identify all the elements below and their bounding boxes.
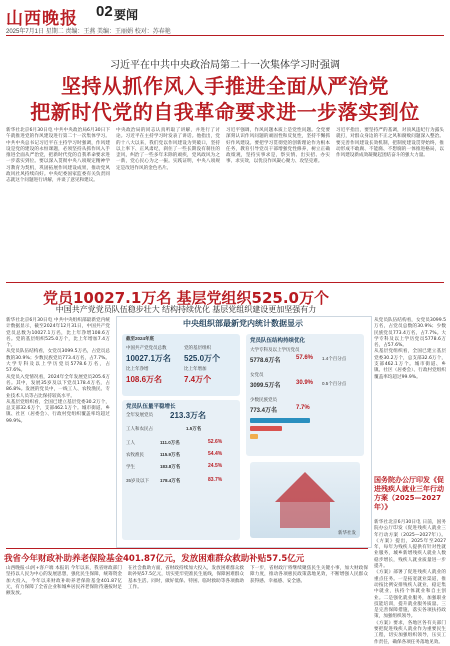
edu-pct: 57.6% <box>296 355 314 361</box>
edu-label: 大学专科及以上学历党员 <box>250 347 300 352</box>
lead-kicker: 习近平在中共中央政治局第二十一次集体学习时强调 <box>110 60 340 71</box>
story3-headline: 我省今年财政补助养老保险基金401.87亿元，发放困难群众救助补贴57.5亿元 <box>4 554 305 564</box>
dateline: 2025年7月1日 星期二 责编：王燕 美编：王丽娟 校对：苏春艳 <box>6 29 171 35</box>
members-inc-label: 比上年净增 <box>126 366 149 371</box>
minority-value: 773.4万名 <box>250 408 278 414</box>
women-pct: 30.9% <box>296 380 314 386</box>
lead-headline-line1: 坚持从抓作风入手推进全面从严治党 <box>61 74 389 98</box>
workers-label: 工人和农民占 <box>126 426 153 431</box>
illustration <box>250 462 360 538</box>
new-members-value: 213.3万名 <box>170 411 207 420</box>
org-value: 525.0万个 <box>184 354 221 363</box>
infographic-title: 中央组织部最新党内统计数据显示 <box>183 319 303 328</box>
org-inc-label: 比上年增加 <box>184 366 207 371</box>
women-value: 3099.5万名 <box>250 383 281 389</box>
story2-column-right: 从党员队伍结构看，女党员3099.5万名，占党员总数的30.9%；少数民族党员773.4万名，占7.7%。大学专科及以上学历党员5778.6万名，占57.6%。 从基层党组织看，全国已建立基层党委30.2万个，总支部32.6万个，支部462.1万个。城市街道、乡镇、社区（居委会）、行政村党组织覆盖率均超过99.9%。 <box>374 318 446 380</box>
s2-pct: 54.4% <box>208 451 223 457</box>
minority-bar <box>250 434 258 439</box>
section-divider <box>6 282 444 283</box>
infographic-credit: 新华社发 <box>338 530 356 535</box>
members-label: 中国共产党党员总数 <box>126 345 167 350</box>
side-body: 新华社北京6月30日电 日前，国务院办公厅印发《促进残疾人就业三年行动方案（2025—2027年）》。《方案》提出，2025年至2027年，每年为残疾人提供有针对性就业服务，城乡新增残疾人就业人数稳步增长，残疾人就业质量进一步提升。 《方案》部署了促进残疾人就业的重点任务。一是拓宽就业渠道，推动按比例安排残疾人就业，稳定集中就业，扶持个体就业和自主创业。二是强化就业服务，加强职业技能培训，提升就业服务质量。三是完善保障措施，落实各项扶持政策，加强组织领导。 《方案》要求，各地区各有关部门要把促进残疾人就业作为重要民生工程，切实加强组织领导，压实工作责任，确保各项任务落地见效。 <box>374 520 446 645</box>
s1-pct: 52.6% <box>208 439 223 445</box>
members-inc-value: 108.6万名 <box>126 375 163 384</box>
lead-column-1: 新华社北京6月30日电 中共中央政治局6月30日下午就推进党的作风建设进行第二十一次集体学习。中共中央总书记习近平在主持学习时强调，作风建设是党的建设的永恒课题，必须坚持从抓作风入手推进全面从严治党，把新时代党的自我革命要求进一步落实到位。要以深入贯彻中央八项规定精神学习教育为契机，巩固拓展作风建设成果，推动党风政风社风持续向好。中央纪委国家监委有关负责同志就这个问题进行讲解，并谈了意见和建议。 <box>6 128 110 184</box>
story3-column-2: 在社会救助方面，省财政持续加大投入，发放困难群众救助补贴57.5亿元，切实兜牢兜准民生底线，保障困难群众基本生活。同时，做好低保、特困、临时救助等各项救助工作。 <box>128 566 244 590</box>
women-delta: 0.5个百分点 <box>322 381 347 386</box>
minority-label: 少数民族党员 <box>250 397 277 402</box>
young-pct: 83.7% <box>208 477 223 483</box>
lead-column-3: 习近平强调，作风问题本质上是党性问题。全党要深刻认识作风问题的顽固性和反复性，坚持不懈抓好作风建设。要把学习贯彻党的创新理论作为根本任务，教育引导党员干部增强党性修养，树立正确政绩观，坚持实事求是，察实情、出实招、办实事、求实效，以优良作风凝心聚力、攻坚克难。 <box>226 128 330 165</box>
new-members-label: 全年发展党员 <box>126 412 153 417</box>
s3-label: 学生 <box>126 464 135 469</box>
grassroots-title: 党员队伍量平稳增长 <box>126 404 176 410</box>
members-value: 10027.1万名 <box>126 354 171 363</box>
s2-value: 115.9万名 <box>160 452 181 457</box>
minority-pct: 7.7% <box>296 405 310 411</box>
workers-value: 1.5万名 <box>186 426 202 431</box>
story3-column-1: 山西晚报·山河+客户端 本报讯 今年以来，我省财政部门坚持以人民为中心的发展思想，强化民生保障，统筹资金加大投入，今年以来财政补助养老保险基金401.87亿元，有力保障了全省企业和城乡居民养老保险待遇按时足额发放。 <box>6 566 122 597</box>
story2-subhead: 中国共产党党员队伍稳步壮大 结构持续优化 基层党组织建设更加坚强有力 <box>55 305 317 314</box>
women-label: 女党员 <box>250 372 264 377</box>
edu-value: 5778.6万名 <box>250 358 281 364</box>
header-divider <box>6 35 444 36</box>
s1-value: 111.0万名 <box>160 440 180 445</box>
period-label: 截至2024年底 <box>126 336 155 341</box>
structure-title: 党员队伍结构持续优化 <box>250 338 306 344</box>
org-label: 党的基层组织 <box>184 345 211 350</box>
org-inc-value: 7.4万个 <box>184 375 212 384</box>
young-label: 35岁及以下 <box>126 478 150 483</box>
grassroots-card <box>122 400 240 540</box>
section-name: 要闻 <box>114 8 139 22</box>
story2-column-1: 新华社北京6月30日电 中共中央组织部最新党内统计数据显示，截至2024年12月31日，中国共产党党员总数为10027.1万名，比上年净增108.6万名。党的基层组织525.0万个，比上年增加7.4万个。 从党员队伍结构看，女党员3099.5万名，占党员总数的30.9%；少数民族党员773.4万名，占7.7%。大学专科及以上学历党员5778.6万名，占57.6%。 从党员入党情况看，2024年全年发展党员205.6万名。其中，发展35岁及以下党员178.4万名，占86.8%。发展的党员中，一线工人、农牧渔民、专业技术人员等占比保持较高水平。 从基层党组织看，全国已建立基层党委30.2万个，总支部32.6万个，支部462.1万个。城市街道、乡镇、社区（居委会）、行政村党组织覆盖率均超过99.9%。 <box>6 318 110 424</box>
page-number: 02 <box>96 3 113 20</box>
masthead-logo: 山西晚报 <box>6 9 78 29</box>
s1-label: 工人 <box>126 440 135 445</box>
s3-pct: 24.5% <box>208 463 223 469</box>
s3-value: 183.8万名 <box>160 464 181 469</box>
members-card <box>122 334 240 396</box>
lead-headline-line2: 把新时代党的自我革命要求进一步落实到位 <box>30 100 420 124</box>
edu-delta: 1.4个百分点 <box>322 356 347 361</box>
story2-headline: 党员10027.1万名 基层党组织525.0万个 <box>43 289 329 307</box>
story3-column-3: 下一步，省财政厅将继续聚焦民生关键小事，加大财政保障力度，推动各项惠民政策落地见效，不断增强人民群众获得感、幸福感、安全感。 <box>250 566 368 584</box>
lead-column-2: 中央政治局的同志认真听取了讲解，并进行了讨论。习近平在主持学习时发表了讲话。他指出，党的十八大以来，我们党以作风建设为突破口，坚持以上率下、正风肃纪，刹住了一些长期没有刹住的歪风，纠治了一些多年未除的顽疾，党风政风为之一新，党心民心为之一振。实践证明，中央八项规定是改进作风的金色名片。 <box>116 128 220 171</box>
s2-label: 农牧渔民 <box>126 452 144 457</box>
lead-column-4: 习近平指出，要坚持严的基调，对顶风违纪行为露头就打，对群众身边的不正之风和腐败问题深入整治。要完善作风建设长效机制，把制度建设贯穿始终，推动形成不敢腐、不能腐、不想腐的一体推进格局，以作风建设新成效凝聚起团结奋斗的强大力量。 <box>336 128 444 159</box>
edu-bar <box>250 418 310 423</box>
side-headline: 国务院办公厅印发《促进残疾人就业三年行动方案（2025—2027年）》 <box>374 476 444 511</box>
bottom-divider <box>6 548 368 549</box>
women-bar <box>250 426 282 431</box>
young-value: 178.4万名 <box>160 478 181 483</box>
